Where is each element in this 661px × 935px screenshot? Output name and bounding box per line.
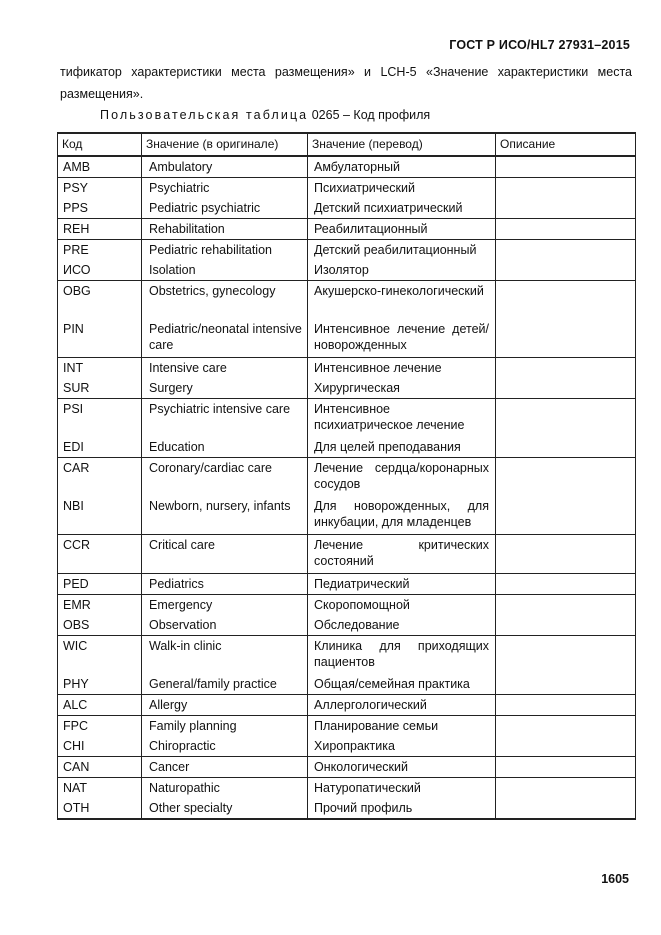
code-cell: CAR	[58, 458, 142, 497]
translation-cell: Амбулаторный	[308, 156, 496, 178]
translation-cell: Натуропатический	[308, 778, 496, 799]
original-cell: Family planning	[142, 716, 308, 737]
table-row	[58, 798, 636, 819]
header-code: Код	[58, 133, 142, 156]
original-cell: Allergy	[142, 695, 308, 716]
translation-cell: Аллергологический	[308, 695, 496, 716]
translation-cell: Хирургическая	[308, 378, 496, 399]
description-cell	[496, 260, 636, 281]
table-caption-label: Пользовательская таблица	[100, 108, 309, 122]
table-row	[58, 574, 636, 595]
table-row	[58, 496, 636, 535]
description-cell	[496, 798, 636, 819]
description-cell	[496, 437, 636, 458]
code-cell: NAT	[58, 778, 142, 799]
table-row	[58, 716, 636, 737]
table-row	[58, 156, 636, 178]
code-cell: AMB	[58, 156, 142, 178]
original-cell: Pediatric rehabilitation	[142, 240, 308, 261]
original-cell: Rehabilitation	[142, 219, 308, 240]
description-cell	[496, 574, 636, 595]
profile-code-table	[57, 132, 636, 820]
code-cell: FPC	[58, 716, 142, 737]
code-cell: PSY	[58, 178, 142, 199]
translation-cell: Интенсивное лечение	[308, 358, 496, 379]
original-cell: Emergency	[142, 595, 308, 616]
standard-code: ГОСТ Р ИСО/HL7 27931–2015	[449, 38, 630, 52]
description-cell	[496, 319, 636, 358]
description-cell	[496, 674, 636, 695]
table-row	[58, 778, 636, 799]
code-cell: PSI	[58, 399, 142, 438]
table-row	[58, 358, 636, 379]
code-cell: EMR	[58, 595, 142, 616]
description-cell	[496, 358, 636, 379]
translation-cell: Онкологический	[308, 757, 496, 778]
description-cell	[496, 458, 636, 497]
translation-cell: Прочий профиль	[308, 798, 496, 819]
original-cell: Education	[142, 437, 308, 458]
translation-cell: Детский реабилитационный	[308, 240, 496, 261]
original-cell: Walk-in clinic	[142, 636, 308, 675]
code-cell: PRE	[58, 240, 142, 261]
translation-cell: Обследование	[308, 615, 496, 636]
description-cell	[496, 595, 636, 616]
original-cell: Ambulatory	[142, 156, 308, 178]
description-cell	[496, 281, 636, 320]
intro-paragraph: тификатор характеристики места размещения» и LCH-5 «Значение характеристики места размещения».	[60, 65, 632, 101]
original-cell: Naturopathic	[142, 778, 308, 799]
table-body	[58, 156, 636, 819]
code-cell: WIC	[58, 636, 142, 675]
original-cell: Psychiatric	[142, 178, 308, 199]
table-row	[58, 736, 636, 757]
table-row	[58, 615, 636, 636]
code-cell: OTH	[58, 798, 142, 819]
translation-cell: Лечение сердца/коронарных сосудов	[308, 458, 496, 497]
table-row	[58, 178, 636, 199]
table-row	[58, 535, 636, 574]
header-translation: Значение (перевод)	[308, 133, 496, 156]
original-cell: Isolation	[142, 260, 308, 281]
code-cell: NBI	[58, 496, 142, 535]
table-row	[58, 240, 636, 261]
table-row	[58, 319, 636, 358]
original-cell: Pediatric/neonatal intensive care	[142, 319, 308, 358]
code-cell: PHY	[58, 674, 142, 695]
description-cell	[496, 778, 636, 799]
description-cell	[496, 178, 636, 199]
description-cell	[496, 695, 636, 716]
original-cell: Pediatric psychiatric	[142, 198, 308, 219]
description-cell	[496, 535, 636, 574]
table-row	[58, 399, 636, 438]
translation-cell: Педиатрический	[308, 574, 496, 595]
table-row	[58, 757, 636, 778]
header-original: Значение (в оригинале)	[142, 133, 308, 156]
code-cell: ALC	[58, 695, 142, 716]
code-cell: PED	[58, 574, 142, 595]
original-cell: Chiropractic	[142, 736, 308, 757]
code-cell: OBS	[58, 615, 142, 636]
code-cell: SUR	[58, 378, 142, 399]
code-cell: OBG	[58, 281, 142, 320]
translation-cell: Психиатрический	[308, 178, 496, 199]
table-row	[58, 281, 636, 320]
original-cell: Surgery	[142, 378, 308, 399]
table-row	[58, 260, 636, 281]
translation-cell: Хиропрактика	[308, 736, 496, 757]
table-row	[58, 695, 636, 716]
description-cell	[496, 399, 636, 438]
description-cell	[496, 636, 636, 675]
original-cell: Coronary/cardiac care	[142, 458, 308, 497]
table-header-row	[58, 133, 636, 156]
original-cell: Obstetrics, gynecology	[142, 281, 308, 320]
translation-cell: Лечение критических состояний	[308, 535, 496, 574]
code-cell: PIN	[58, 319, 142, 358]
code-cell: CAN	[58, 757, 142, 778]
page-number: 1605	[601, 872, 629, 886]
table-row	[58, 636, 636, 675]
translation-cell: Детский психиатрический	[308, 198, 496, 219]
code-cell: PPS	[58, 198, 142, 219]
header-description: Описание	[496, 133, 636, 156]
description-cell	[496, 716, 636, 737]
translation-cell: Общая/семейная практика	[308, 674, 496, 695]
original-cell: Other specialty	[142, 798, 308, 819]
translation-cell: Изолятор	[308, 260, 496, 281]
code-cell: INT	[58, 358, 142, 379]
description-cell	[496, 496, 636, 535]
table-caption	[100, 108, 430, 122]
table-row	[58, 378, 636, 399]
description-cell	[496, 378, 636, 399]
translation-cell: Акушерско-гинекологический	[308, 281, 496, 320]
original-cell: Cancer	[142, 757, 308, 778]
table-row	[58, 219, 636, 240]
original-cell: Pediatrics	[142, 574, 308, 595]
original-cell: Observation	[142, 615, 308, 636]
translation-cell: Планирование семьи	[308, 716, 496, 737]
code-cell: CCR	[58, 535, 142, 574]
description-cell	[496, 240, 636, 261]
table-row	[58, 437, 636, 458]
table-row	[58, 674, 636, 695]
translation-cell: Для новорожденных, для инкубации, для младенцев	[308, 496, 496, 535]
translation-cell: Интенсивное лечение детей/новорожденных	[308, 319, 496, 358]
code-cell: ИСО	[58, 260, 142, 281]
original-cell: Critical care	[142, 535, 308, 574]
code-cell: EDI	[58, 437, 142, 458]
table-caption-title: 0265 – Код профиля	[311, 108, 431, 122]
code-cell: CHI	[58, 736, 142, 757]
original-cell: Newborn, nursery, infants	[142, 496, 308, 535]
code-cell: REH	[58, 219, 142, 240]
description-cell	[496, 757, 636, 778]
translation-cell: Интенсивное психиатрическое лечение	[308, 399, 496, 438]
description-cell	[496, 219, 636, 240]
original-cell: Psychiatric intensive care	[142, 399, 308, 438]
description-cell	[496, 198, 636, 219]
original-cell: General/family practice	[142, 674, 308, 695]
table-row	[58, 458, 636, 497]
description-cell	[496, 736, 636, 757]
original-cell: Intensive care	[142, 358, 308, 379]
translation-cell: Скоропомощной	[308, 595, 496, 616]
description-cell	[496, 156, 636, 178]
translation-cell: Для целей преподавания	[308, 437, 496, 458]
table-row	[58, 595, 636, 616]
description-cell	[496, 615, 636, 636]
translation-cell: Клиника для приходящих пациентов	[308, 636, 496, 675]
table-row	[58, 198, 636, 219]
translation-cell: Реабилитационный	[308, 219, 496, 240]
